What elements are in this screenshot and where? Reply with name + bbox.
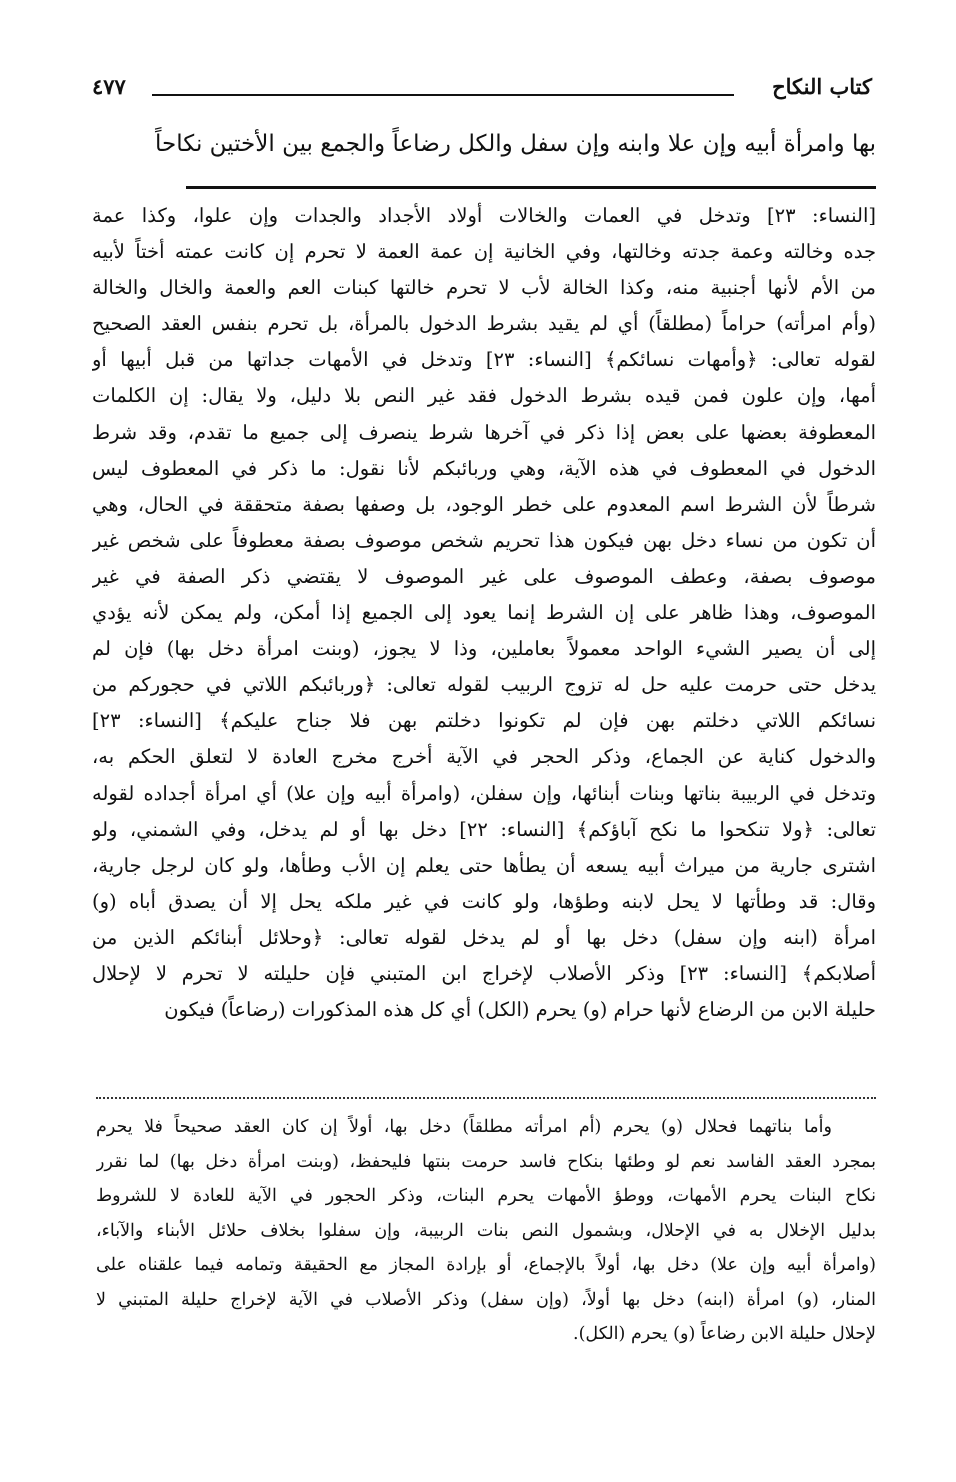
commentary-line: أصلابكم﴾ [النساء: ٢٣] وذكر الأصلاب لإخراج ابن المتبني فإن حليلته لا تحرم لا لإحلال <box>92 961 876 985</box>
commentary-line: شرطاً لأن الشرط اسم المعدوم على خطر الوجود، بل وصفها بصفة متحققة في الحال، وهي <box>92 492 876 516</box>
commentary-line: من الأم لأنها أجنبية منه، وكذا الخالة لأب لا تحرم خالتها كبنات العم والعمة والخال والخالة <box>92 276 876 300</box>
commentary-line: وتدخل في الربيبة بناتها وبنات أبنائها، وإن سفلن، (وامرأة أبيه وإن علا) أي امرأة أجداده لقوله <box>92 781 876 805</box>
footnote-line: (وامرأة أبيه وإن علا) دخل بها، أولاً بالإجماع، أو بإرادة المجاز مع الحقيقة وتمامه فيما علقناه على <box>96 1255 876 1275</box>
main-text-divider <box>186 186 876 189</box>
commentary-block <box>92 198 876 1028</box>
footnote-line: المنار، (و) امرأة (ابنه) دخل بها أولاً، (وإن سفل) وذكر الأصلاب في الآية لإخراج حليلة المتبني لا <box>96 1289 876 1310</box>
commentary-line: لقوله تعالى: ﴿وأمهات نسائكم﴾ [النساء: ٢٣] وتدخل في الأمهات جداتها من قبل أبيها أو <box>92 348 876 372</box>
commentary-line: (وأم امرأته) حراماً (مطلقاً) أي لم يقيد بشرط الدخول بالمرأة، بل تحرم بنفس العقد الصحيح <box>92 312 876 336</box>
commentary-line: اشترى جارية من ميراث أبيه يسعه أن يطأها حتى يعلم إن الأب وطأها، ولو كان لرجل جارية، <box>92 853 876 877</box>
chapter-title: كتاب النكاح <box>772 74 872 99</box>
commentary-line: موصوف بصفة، وعطف الموصوف على غير الموصوف لا يقتضي ذكر الصفة في غير <box>92 564 876 588</box>
commentary-line: أمها، وإن علون فمن قيده بشرط الدخول فقد غير النص بلا دليل، ولا يقال: إن الكلمات <box>92 384 876 408</box>
commentary-line: والدخول كناية عن الجماع، وذكر الحجر في الآية أخرج مخرج العادة لا لتعلق الحكم به، <box>92 745 876 769</box>
commentary-line: تعالى: ﴿ولا تنكحوا ما نكح آباؤكم﴾ [النساء: ٢٢] دخل بها أو لم يدخل، وفي الشمني، ولو <box>92 817 876 841</box>
commentary-line: جده وخالته وعمة جدته وخالتها، وفي الخانية إن عمة العمة لا تحرم إن كانت عمته أختاً لأبيه <box>92 240 876 264</box>
commentary-line: يدخل حتى حرمت عليه حل له تزوج الربيب لقوله تعالى: ﴿وربائبكم اللاتي في حجوركم من <box>92 673 876 697</box>
running-header <box>92 70 872 110</box>
footnote-line: وأما بناتهما فحلال (و) يحرم (أم امرأته مطلقاً) دخل بها، أولاً إن كان العقد صحيحاً فلا يحرم <box>96 1117 832 1137</box>
footnote-divider <box>96 1097 876 1099</box>
page-number: ٤٧٧ <box>92 74 126 99</box>
footnote-line: لإحلال حليلة الابن رضاعاً (و) يحرم (الكل). <box>573 1324 876 1344</box>
commentary-line: أن تكون من نساء دخل بهن فيكون هذا تحريم شخص موصوف بصفة معطوفاً على شخص غير <box>92 528 876 552</box>
commentary-line: حليلة الابن من الرضاع لأنها حرام (و) يحرم (الكل) أي كل هذه المذكورات (رضاعاً) فيكون <box>164 998 876 1022</box>
footnote-block <box>96 1110 876 1352</box>
commentary-line: الدخول في المعطوف في هذه الآية، وهي وربائبكم لأنا نقول: ما ذكر في المعطوف ليس <box>92 456 876 480</box>
header-rule <box>152 94 734 96</box>
commentary-line: امرأة (ابنه وإن سفل) دخل بها أو لم يدخل لقوله تعالى: ﴿وحلائل أبنائكم الذين من <box>92 925 876 949</box>
commentary-line: المعطوفة بعضها على بعض إذا ذكر في آخرها شرط ينصرف إلى جميع ما تقدم، وقد شرط <box>92 420 876 444</box>
footnote-line: بمجرد العقد الفاسد نعم لو وطئها بنكاح فاسد حرمت بنتها فليحفظ، (وبنت امرأة دخل بها) لما نقرر <box>96 1151 876 1172</box>
commentary-line: نسائكم اللاتي دخلتم بهن فإن لم تكونوا دخلتم بهن فلا جناح عليكم﴾ [النساء: ٢٣] <box>92 709 876 733</box>
commentary-line: [النساء: ٢٣] وتدخل في العمات والخالات أولاد الأجداد والجدات وإن علوا، وكذا عمة <box>92 204 876 227</box>
footnote-line: بدليل الإخلال به في الإحلال، وبشمول النص بنات الربيبة، وإن سفلوا بخلاف حلائل الأبناء والآباء، <box>96 1220 876 1241</box>
commentary-line: الموصوف، وهذا ظاهر على إن الشرط إنما يعود إلى الجميع إذا أمكن، ولم يمكن لأنه يؤدي <box>92 601 876 625</box>
commentary-line: وقال: قد وطأتها لا يحل لابنه وطؤها، ولو كانت في غير ملكه يحل إلا أن يصدق أباه (و) <box>92 889 876 913</box>
main-text: بها وامرأة أبيه وإن علا وابنه وإن سفل والكل رضاعاً والجمع بين الأختين نكاحاً <box>155 131 876 157</box>
commentary-line: إلى أن يصير الشيء الواحد معمولاً بعاملين، وذا لا يجوز، (وبنت امرأة دخل بها) فإن لم <box>92 637 876 661</box>
footnote-line: نكاح البنات يحرم الأمهات، ووطؤ الأمهات يحرم البنات، وذكر الحجور في الآية للعادة لا للشروط <box>96 1186 876 1206</box>
